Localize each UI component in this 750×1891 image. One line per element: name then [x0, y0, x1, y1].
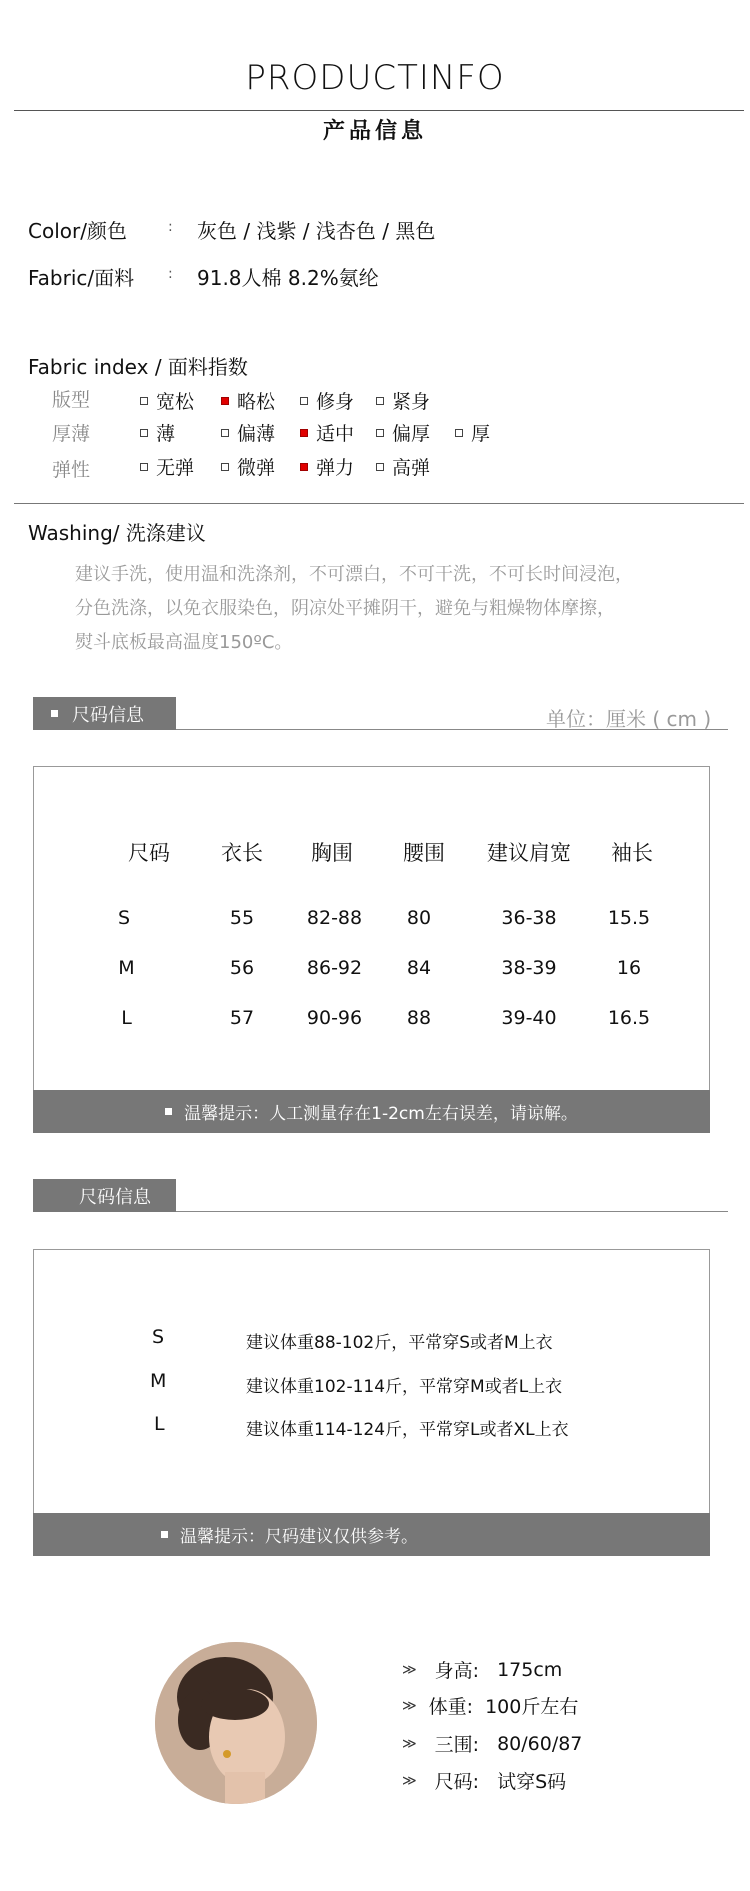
size-info-tab: 尺码信息: [33, 697, 176, 730]
checkbox-icon: [140, 463, 148, 471]
model-avatar: [155, 1642, 317, 1804]
fabric-colon: :: [168, 266, 173, 282]
checkbox-icon: [455, 429, 463, 437]
square-bullet-icon: [161, 1531, 168, 1538]
elasticity-option-none: 无弹: [140, 453, 194, 480]
table-cell: 38-39: [501, 957, 557, 979]
table-header: 腰围: [403, 841, 445, 865]
table-cell: L: [121, 1007, 132, 1029]
table-cell: 16: [616, 957, 642, 979]
square-bullet-icon: [51, 710, 58, 717]
washing-line: 熨斗底板最高温度150ºC。: [75, 632, 293, 653]
recommend-text: 建议体重102-114斤，平常穿M或者L上衣: [246, 1377, 563, 1397]
elasticity-option-slight: 微弹: [221, 453, 275, 480]
header-divider: [14, 110, 744, 111]
fabric-value: 91.8人棉 8.2%氨纶: [197, 266, 379, 290]
fit-row-label: 版型: [52, 389, 91, 411]
thickness-option-slightly-thin: 偏薄: [221, 419, 275, 446]
table-cell: 88: [406, 1007, 432, 1029]
table-cell: 84: [406, 957, 432, 979]
checkbox-checked-icon: [300, 429, 308, 437]
model-size-row: ≫ 尺码: 试穿S码: [402, 1771, 567, 1793]
table-cell: 55: [229, 907, 255, 929]
color-value: 灰色 / 浅紫 / 浅杏色 / 黑色: [197, 219, 436, 243]
fit-option-slightly-loose: 略松: [221, 387, 275, 414]
checkbox-icon: [221, 429, 229, 437]
unit-label: 单位：厘米 ( cm ): [546, 707, 712, 731]
model-height-row: ≫ 身高: 175cm: [402, 1658, 563, 1682]
double-chevron-icon: ≫: [402, 1697, 417, 1714]
page-subtitle: 产品信息: [322, 119, 427, 144]
washing-line: 分色洗涤，以免衣服染色，阴凉处平摊阴干，避免与粗燥物体摩擦，: [75, 598, 615, 619]
size-recommend-panel: [33, 1249, 710, 1556]
fabric-index-title: Fabric index / 面料指数: [28, 355, 248, 379]
fabric-label: Fabric/面料: [28, 266, 135, 290]
washing-title: Washing/ 洗涤建议: [28, 521, 206, 545]
washing-line: 建议手洗，使用温和洗涤剂，不可漂白，不可干洗，不可长时间浸泡，: [75, 564, 633, 585]
color-colon: :: [168, 219, 173, 235]
recommend-text: 建议体重88-102斤，平常穿S或者M上衣: [246, 1333, 553, 1353]
thickness-row-label: 厚薄: [52, 423, 91, 445]
table-cell: 90-96: [306, 1007, 363, 1029]
model-portrait-icon: [155, 1642, 317, 1804]
thickness-option-medium: 适中: [300, 419, 354, 446]
square-bullet-icon: [165, 1108, 172, 1115]
table-cell: 80: [406, 907, 432, 929]
checkbox-checked-icon: [300, 463, 308, 471]
table-header: 袖长: [611, 841, 653, 865]
thickness-option-slightly-thick: 偏厚: [376, 419, 430, 446]
page-title: PRODUCTINFO: [245, 58, 505, 98]
size-table-note: 温馨提示：人工测量存在1-2cm左右误差，请谅解。: [33, 1090, 710, 1133]
section-divider: [14, 503, 744, 504]
double-chevron-icon: ≫: [402, 1772, 417, 1789]
table-cell: 15.5: [607, 907, 651, 929]
tab-underline: [176, 1211, 728, 1212]
fit-option-tight: 紧身: [376, 387, 430, 414]
color-label: Color/颜色: [28, 219, 127, 243]
model-measurements-row: ≫ 三围: 80/60/87: [402, 1732, 583, 1756]
table-header: 衣长: [221, 841, 263, 865]
checkbox-icon: [300, 397, 308, 405]
table-cell: 39-40: [501, 1007, 557, 1029]
table-cell: 57: [229, 1007, 255, 1029]
table-cell: M: [118, 957, 135, 979]
table-cell: 82-88: [306, 907, 363, 929]
fit-option-slim: 修身: [300, 387, 354, 414]
table-header: 建议肩宽: [487, 841, 571, 865]
size-recommend-note: 温馨提示：尺码建议仅供参考。: [33, 1513, 710, 1556]
size-table-panel: [33, 766, 710, 1132]
double-chevron-icon: ≫: [402, 1735, 417, 1752]
double-chevron-icon: ≫: [402, 1661, 417, 1678]
size-recommend-tab: 尺码信息: [33, 1179, 176, 1212]
table-cell: 56: [229, 957, 255, 979]
thickness-option-thin: 薄: [140, 419, 175, 446]
table-cell: S: [117, 907, 131, 929]
table-cell: 86-92: [306, 957, 363, 979]
checkbox-checked-icon: [221, 397, 229, 405]
recommend-size: M: [150, 1370, 167, 1392]
checkbox-icon: [376, 397, 384, 405]
table-cell: 36-38: [501, 907, 557, 929]
thickness-option-thick: 厚: [455, 419, 490, 446]
recommend-size: L: [154, 1413, 165, 1435]
checkbox-icon: [140, 397, 148, 405]
model-weight-row: ≫ 体重: 100斤左右: [402, 1696, 579, 1718]
checkbox-icon: [221, 463, 229, 471]
checkbox-icon: [376, 463, 384, 471]
elasticity-option-high: 高弹: [376, 453, 430, 480]
table-cell: 16.5: [607, 1007, 651, 1029]
elasticity-option-stretch: 弹力: [300, 453, 354, 480]
checkbox-icon: [140, 429, 148, 437]
elasticity-row-label: 弹性: [52, 459, 91, 481]
table-header: 尺码: [128, 841, 170, 865]
fit-option-loose: 宽松: [140, 387, 194, 414]
recommend-size: S: [152, 1326, 165, 1348]
recommend-text: 建议体重114-124斤，平常穿L或者XL上衣: [246, 1420, 569, 1440]
checkbox-icon: [376, 429, 384, 437]
table-header: 胸围: [311, 841, 353, 865]
